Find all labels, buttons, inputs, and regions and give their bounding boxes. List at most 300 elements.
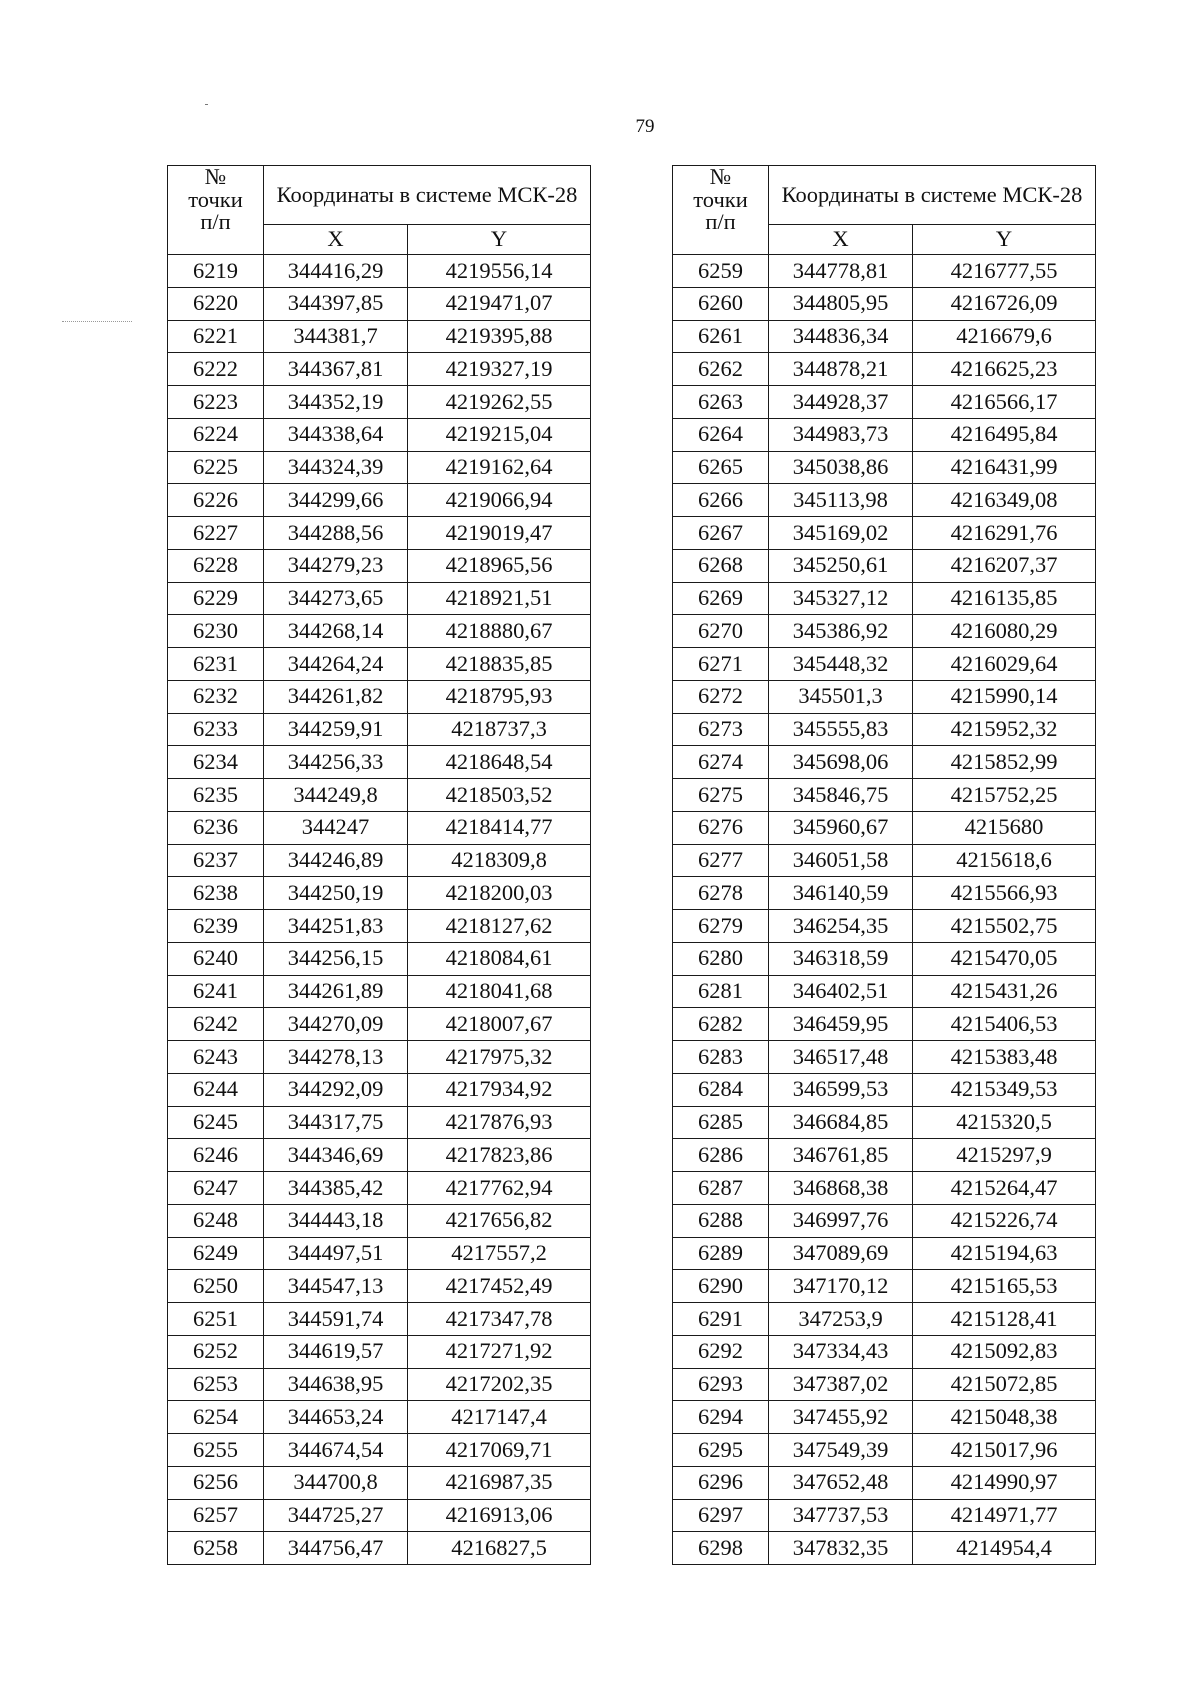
x-coordinate-cell: 345698,06 xyxy=(769,746,913,779)
point-number-cell: 6295 xyxy=(673,1434,769,1467)
x-coordinate-cell: 345250,61 xyxy=(769,549,913,582)
point-number-cell: 6253 xyxy=(168,1368,264,1401)
x-coordinate-cell: 344292,09 xyxy=(264,1073,408,1106)
table-row xyxy=(168,451,591,484)
y-coordinate-cell: 4215680 xyxy=(913,811,1096,844)
y-coordinate-cell: 4219395,88 xyxy=(408,320,591,353)
point-number-cell: 6273 xyxy=(673,713,769,746)
point-number-cell: 6288 xyxy=(673,1204,769,1237)
table-row xyxy=(168,1303,591,1336)
x-coordinate-cell: 346140,59 xyxy=(769,877,913,910)
table-row xyxy=(168,713,591,746)
point-number-cell: 6255 xyxy=(168,1434,264,1467)
point-number-cell: 6237 xyxy=(168,844,264,877)
point-number-header-line2: точки xyxy=(693,186,748,212)
y-coordinate-cell: 4216726,09 xyxy=(913,287,1096,320)
x-coordinate-cell: 347253,9 xyxy=(769,1303,913,1336)
y-coordinate-cell: 4215406,53 xyxy=(913,1008,1096,1041)
y-coordinate-cell: 4219471,07 xyxy=(408,287,591,320)
table-row xyxy=(673,484,1096,517)
point-number-cell: 6269 xyxy=(673,582,769,615)
x-coordinate-cell: 344591,74 xyxy=(264,1303,408,1336)
point-number-cell: 6259 xyxy=(673,255,769,288)
x-coordinate-cell: 344250,19 xyxy=(264,877,408,910)
y-coordinate-cell: 4218795,93 xyxy=(408,680,591,713)
table-row xyxy=(168,1532,591,1565)
y-coordinate-cell: 4218414,77 xyxy=(408,811,591,844)
x-coordinate-cell: 344878,21 xyxy=(769,353,913,386)
y-coordinate-cell: 4218880,67 xyxy=(408,615,591,648)
point-number-cell: 6268 xyxy=(673,549,769,582)
x-coordinate-cell: 344619,57 xyxy=(264,1335,408,1368)
table-row xyxy=(673,353,1096,386)
x-coordinate-cell: 346051,58 xyxy=(769,844,913,877)
x-coordinate-cell: 344247 xyxy=(264,811,408,844)
x-coordinate-cell: 344416,29 xyxy=(264,255,408,288)
table-row xyxy=(673,1172,1096,1205)
table-row xyxy=(673,451,1096,484)
x-coordinate-cell: 347549,39 xyxy=(769,1434,913,1467)
x-coordinate-cell: 344249,8 xyxy=(264,779,408,812)
table-row xyxy=(168,1401,591,1434)
y-coordinate-cell: 4217452,49 xyxy=(408,1270,591,1303)
x-coordinate-cell: 344261,82 xyxy=(264,680,408,713)
point-number-cell: 6248 xyxy=(168,1204,264,1237)
point-number-cell: 6232 xyxy=(168,680,264,713)
y-coordinate-cell: 4216431,99 xyxy=(913,451,1096,484)
x-coordinate-cell: 344700,8 xyxy=(264,1466,408,1499)
y-coordinate-cell: 4215752,25 xyxy=(913,779,1096,812)
x-coordinate-cell: 347455,92 xyxy=(769,1401,913,1434)
y-coordinate-cell: 4216566,17 xyxy=(913,386,1096,419)
y-coordinate-cell: 4216827,5 xyxy=(408,1532,591,1565)
table-row xyxy=(168,353,591,386)
point-number-cell: 6222 xyxy=(168,353,264,386)
table-row xyxy=(673,910,1096,943)
y-coordinate-cell: 4215349,53 xyxy=(913,1073,1096,1106)
table-row xyxy=(673,1106,1096,1139)
x-coordinate-cell: 344346,69 xyxy=(264,1139,408,1172)
y-coordinate-cell: 4216349,08 xyxy=(913,484,1096,517)
table-row xyxy=(168,648,591,681)
y-coordinate-cell: 4216777,55 xyxy=(913,255,1096,288)
y-coordinate-cell: 4215952,32 xyxy=(913,713,1096,746)
x-coordinate-cell: 344273,65 xyxy=(264,582,408,615)
point-number-cell: 6282 xyxy=(673,1008,769,1041)
table-row xyxy=(168,287,591,320)
x-coordinate-cell: 344397,85 xyxy=(264,287,408,320)
y-coordinate-cell: 4217934,92 xyxy=(408,1073,591,1106)
point-number-cell: 6271 xyxy=(673,648,769,681)
y-coordinate-cell: 4218127,62 xyxy=(408,910,591,943)
y-coordinate-cell: 4215017,96 xyxy=(913,1434,1096,1467)
point-number-cell: 6277 xyxy=(673,844,769,877)
point-number-cell: 6230 xyxy=(168,615,264,648)
y-coordinate-cell: 4215128,41 xyxy=(913,1303,1096,1336)
point-number-cell: 6274 xyxy=(673,746,769,779)
table-row xyxy=(168,1335,591,1368)
x-coordinate-cell: 344674,54 xyxy=(264,1434,408,1467)
x-coordinate-cell: 344638,95 xyxy=(264,1368,408,1401)
table-row xyxy=(673,1368,1096,1401)
scan-speck xyxy=(205,104,208,105)
y-coordinate-cell: 4215165,53 xyxy=(913,1270,1096,1303)
table-row xyxy=(168,975,591,1008)
y-coordinate-cell: 4215320,5 xyxy=(913,1106,1096,1139)
point-number-header-line2: точки xyxy=(188,186,243,212)
table-row xyxy=(673,746,1096,779)
table-row xyxy=(673,844,1096,877)
x-coordinate-cell: 345501,3 xyxy=(769,680,913,713)
y-coordinate-cell: 4219262,55 xyxy=(408,386,591,419)
table-row xyxy=(168,680,591,713)
x-coordinate-cell: 346868,38 xyxy=(769,1172,913,1205)
table-row xyxy=(673,713,1096,746)
y-coordinate-cell: 4219019,47 xyxy=(408,517,591,550)
point-number-cell: 6225 xyxy=(168,451,264,484)
x-coordinate-cell: 347089,69 xyxy=(769,1237,913,1270)
point-number-cell: 6231 xyxy=(168,648,264,681)
y-coordinate-cell: 4217823,86 xyxy=(408,1139,591,1172)
y-coordinate-cell: 4218084,61 xyxy=(408,942,591,975)
y-coordinate-cell: 4215264,47 xyxy=(913,1172,1096,1205)
x-coordinate-cell: 344256,33 xyxy=(264,746,408,779)
point-number-cell: 6238 xyxy=(168,877,264,910)
table-row xyxy=(168,1466,591,1499)
table-row xyxy=(168,1172,591,1205)
x-coordinate-cell: 346599,53 xyxy=(769,1073,913,1106)
x-coordinate-cell: 344778,81 xyxy=(769,255,913,288)
x-coordinate-cell: 346254,35 xyxy=(769,910,913,943)
point-number-cell: 6261 xyxy=(673,320,769,353)
table-row xyxy=(673,1434,1096,1467)
x-coordinate-cell: 344324,39 xyxy=(264,451,408,484)
x-coordinate-cell: 344805,95 xyxy=(769,287,913,320)
point-number-cell: 6281 xyxy=(673,975,769,1008)
point-number-cell: 6236 xyxy=(168,811,264,844)
table-row xyxy=(673,1466,1096,1499)
point-number-cell: 6242 xyxy=(168,1008,264,1041)
y-coordinate-cell: 4216625,23 xyxy=(913,353,1096,386)
y-coordinate-cell: 4217656,82 xyxy=(408,1204,591,1237)
table-row xyxy=(168,582,591,615)
y-coordinate-cell: 4216135,85 xyxy=(913,582,1096,615)
point-number-cell: 6234 xyxy=(168,746,264,779)
coordinates-table-left-body xyxy=(168,255,591,1565)
coordinates-header: Координаты в системе МСК-28 xyxy=(264,166,591,225)
table-row xyxy=(168,1139,591,1172)
table-row xyxy=(673,255,1096,288)
y-column-header: Y xyxy=(408,225,591,255)
point-number-cell: 6227 xyxy=(168,517,264,550)
x-coordinate-cell: 344264,24 xyxy=(264,648,408,681)
table-row xyxy=(168,418,591,451)
x-coordinate-cell: 344251,83 xyxy=(264,910,408,943)
point-number-cell: 6298 xyxy=(673,1532,769,1565)
point-number-cell: 6246 xyxy=(168,1139,264,1172)
x-coordinate-cell: 344653,24 xyxy=(264,1401,408,1434)
y-coordinate-cell: 4215092,83 xyxy=(913,1335,1096,1368)
y-coordinate-cell: 4216207,37 xyxy=(913,549,1096,582)
x-coordinate-cell: 345555,83 xyxy=(769,713,913,746)
x-coordinate-cell: 344756,47 xyxy=(264,1532,408,1565)
point-number-cell: 6279 xyxy=(673,910,769,943)
x-coordinate-cell: 345327,12 xyxy=(769,582,913,615)
point-number-cell: 6244 xyxy=(168,1073,264,1106)
x-coordinate-cell: 345169,02 xyxy=(769,517,913,550)
x-coordinate-cell: 344381,7 xyxy=(264,320,408,353)
x-coordinate-cell: 344983,73 xyxy=(769,418,913,451)
table-row xyxy=(673,680,1096,713)
page-number-text: 79 xyxy=(635,116,655,137)
x-coordinate-cell: 346459,95 xyxy=(769,1008,913,1041)
table-row xyxy=(168,1368,591,1401)
coordinates-header: Координаты в системе МСК-28 xyxy=(769,166,1096,225)
table-row xyxy=(673,648,1096,681)
point-number-cell: 6263 xyxy=(673,386,769,419)
table-row xyxy=(673,418,1096,451)
table-row xyxy=(673,811,1096,844)
x-coordinate-cell: 344497,51 xyxy=(264,1237,408,1270)
x-coordinate-cell: 346761,85 xyxy=(769,1139,913,1172)
table-row xyxy=(673,1401,1096,1434)
y-coordinate-cell: 4219066,94 xyxy=(408,484,591,517)
table-row xyxy=(673,517,1096,550)
y-coordinate-cell: 4218737,3 xyxy=(408,713,591,746)
y-coordinate-cell: 4218309,8 xyxy=(408,844,591,877)
x-coordinate-cell: 344338,64 xyxy=(264,418,408,451)
table-row xyxy=(673,615,1096,648)
y-coordinate-cell: 4216080,29 xyxy=(913,615,1096,648)
table-row xyxy=(673,1303,1096,1336)
table-row xyxy=(168,1106,591,1139)
y-coordinate-cell: 4217069,71 xyxy=(408,1434,591,1467)
y-coordinate-cell: 4215502,75 xyxy=(913,910,1096,943)
y-coordinate-cell: 4215194,63 xyxy=(913,1237,1096,1270)
y-coordinate-cell: 4219327,19 xyxy=(408,353,591,386)
table-row xyxy=(673,1237,1096,1270)
table-row xyxy=(168,1204,591,1237)
point-number-cell: 6285 xyxy=(673,1106,769,1139)
y-coordinate-cell: 4217202,35 xyxy=(408,1368,591,1401)
table-row xyxy=(673,287,1096,320)
table-row xyxy=(673,582,1096,615)
table-row xyxy=(168,877,591,910)
point-number-cell: 6254 xyxy=(168,1401,264,1434)
table-row xyxy=(673,1073,1096,1106)
x-coordinate-cell: 347334,43 xyxy=(769,1335,913,1368)
point-number-cell: 6233 xyxy=(168,713,264,746)
y-column-header: Y xyxy=(913,225,1096,255)
x-coordinate-cell: 344547,13 xyxy=(264,1270,408,1303)
point-number-header-line1: № xyxy=(204,164,227,189)
y-coordinate-cell: 4216679,6 xyxy=(913,320,1096,353)
table-row xyxy=(673,1139,1096,1172)
x-coordinate-cell: 344261,89 xyxy=(264,975,408,1008)
point-number-cell: 6221 xyxy=(168,320,264,353)
table-row xyxy=(168,779,591,812)
x-coordinate-cell: 344725,27 xyxy=(264,1499,408,1532)
y-coordinate-cell: 4217557,2 xyxy=(408,1237,591,1270)
x-coordinate-cell: 344299,66 xyxy=(264,484,408,517)
x-coordinate-cell: 345386,92 xyxy=(769,615,913,648)
margin-scan-dots xyxy=(62,321,132,323)
x-coordinate-cell: 344246,89 xyxy=(264,844,408,877)
coordinates-table-right-body xyxy=(673,255,1096,1565)
point-number-cell: 6297 xyxy=(673,1499,769,1532)
point-number-cell: 6267 xyxy=(673,517,769,550)
table-row xyxy=(673,779,1096,812)
point-number-header-line3: п/п xyxy=(705,209,736,234)
point-number-cell: 6290 xyxy=(673,1270,769,1303)
point-number-cell: 6247 xyxy=(168,1172,264,1205)
table-row xyxy=(673,1532,1096,1565)
point-number-cell: 6239 xyxy=(168,910,264,943)
y-coordinate-cell: 4218200,03 xyxy=(408,877,591,910)
y-coordinate-cell: 4215383,48 xyxy=(913,1041,1096,1074)
point-number-cell: 6265 xyxy=(673,451,769,484)
y-coordinate-cell: 4218921,51 xyxy=(408,582,591,615)
y-coordinate-cell: 4216291,76 xyxy=(913,517,1096,550)
table-row xyxy=(673,549,1096,582)
y-coordinate-cell: 4215297,9 xyxy=(913,1139,1096,1172)
y-coordinate-cell: 4217271,92 xyxy=(408,1335,591,1368)
table-row xyxy=(673,877,1096,910)
table-row xyxy=(673,320,1096,353)
point-number-header xyxy=(673,166,769,255)
point-number-cell: 6276 xyxy=(673,811,769,844)
y-coordinate-cell: 4215048,38 xyxy=(913,1401,1096,1434)
table-row xyxy=(168,549,591,582)
point-number-cell: 6270 xyxy=(673,615,769,648)
point-number-cell: 6289 xyxy=(673,1237,769,1270)
x-column-header: X xyxy=(769,225,913,255)
x-coordinate-cell: 344278,13 xyxy=(264,1041,408,1074)
y-coordinate-cell: 4215990,14 xyxy=(913,680,1096,713)
y-coordinate-cell: 4215470,05 xyxy=(913,942,1096,975)
table-row xyxy=(168,1008,591,1041)
point-number-cell: 6262 xyxy=(673,353,769,386)
table-row xyxy=(673,1270,1096,1303)
point-number-cell: 6287 xyxy=(673,1172,769,1205)
y-coordinate-cell: 4215226,74 xyxy=(913,1204,1096,1237)
point-number-cell: 6291 xyxy=(673,1303,769,1336)
y-coordinate-cell: 4217876,93 xyxy=(408,1106,591,1139)
point-number-cell: 6258 xyxy=(168,1532,264,1565)
table-row xyxy=(168,844,591,877)
point-number-cell: 6275 xyxy=(673,779,769,812)
x-coordinate-cell: 345846,75 xyxy=(769,779,913,812)
page-number xyxy=(45,116,1200,138)
y-coordinate-cell: 4219556,14 xyxy=(408,255,591,288)
y-coordinate-cell: 4215072,85 xyxy=(913,1368,1096,1401)
y-coordinate-cell: 4218835,85 xyxy=(408,648,591,681)
table-row xyxy=(673,386,1096,419)
y-coordinate-cell: 4216987,35 xyxy=(408,1466,591,1499)
point-number-header-line3: п/п xyxy=(200,209,231,234)
x-coordinate-cell: 346684,85 xyxy=(769,1106,913,1139)
table-row xyxy=(168,1499,591,1532)
y-coordinate-cell: 4218041,68 xyxy=(408,975,591,1008)
x-coordinate-cell: 344288,56 xyxy=(264,517,408,550)
coordinates-table-right xyxy=(672,165,1096,1565)
x-coordinate-cell: 344352,19 xyxy=(264,386,408,419)
point-number-cell: 6293 xyxy=(673,1368,769,1401)
x-coordinate-cell: 344256,15 xyxy=(264,942,408,975)
point-number-cell: 6284 xyxy=(673,1073,769,1106)
table-row xyxy=(168,910,591,943)
point-number-header-line1: № xyxy=(709,164,732,189)
point-number-header xyxy=(168,166,264,255)
y-coordinate-cell: 4216495,84 xyxy=(913,418,1096,451)
table-row xyxy=(168,811,591,844)
x-coordinate-cell: 344268,14 xyxy=(264,615,408,648)
y-coordinate-cell: 4217975,32 xyxy=(408,1041,591,1074)
x-coordinate-cell: 344367,81 xyxy=(264,353,408,386)
point-number-cell: 6256 xyxy=(168,1466,264,1499)
point-number-cell: 6280 xyxy=(673,942,769,975)
x-coordinate-cell: 347387,02 xyxy=(769,1368,913,1401)
point-number-cell: 6286 xyxy=(673,1139,769,1172)
x-column-header: X xyxy=(264,225,408,255)
point-number-cell: 6272 xyxy=(673,680,769,713)
y-coordinate-cell: 4219162,64 xyxy=(408,451,591,484)
table-row xyxy=(168,1041,591,1074)
y-coordinate-cell: 4218503,52 xyxy=(408,779,591,812)
x-coordinate-cell: 347170,12 xyxy=(769,1270,913,1303)
y-coordinate-cell: 4215852,99 xyxy=(913,746,1096,779)
x-coordinate-cell: 344259,91 xyxy=(264,713,408,746)
x-coordinate-cell: 344270,09 xyxy=(264,1008,408,1041)
point-number-cell: 6251 xyxy=(168,1303,264,1336)
table-row xyxy=(673,1041,1096,1074)
table-row xyxy=(673,975,1096,1008)
table-row xyxy=(168,320,591,353)
table-row xyxy=(673,1008,1096,1041)
point-number-cell: 6296 xyxy=(673,1466,769,1499)
point-number-cell: 6220 xyxy=(168,287,264,320)
y-coordinate-cell: 4214971,77 xyxy=(913,1499,1096,1532)
point-number-cell: 6223 xyxy=(168,386,264,419)
point-number-cell: 6240 xyxy=(168,942,264,975)
point-number-cell: 6224 xyxy=(168,418,264,451)
table-row xyxy=(673,1204,1096,1237)
table-row xyxy=(168,255,591,288)
point-number-cell: 6283 xyxy=(673,1041,769,1074)
table-row xyxy=(168,484,591,517)
y-coordinate-cell: 4216913,06 xyxy=(408,1499,591,1532)
y-coordinate-cell: 4216029,64 xyxy=(913,648,1096,681)
point-number-cell: 6266 xyxy=(673,484,769,517)
x-coordinate-cell: 345960,67 xyxy=(769,811,913,844)
x-coordinate-cell: 344385,42 xyxy=(264,1172,408,1205)
point-number-cell: 6241 xyxy=(168,975,264,1008)
x-coordinate-cell: 346517,48 xyxy=(769,1041,913,1074)
x-coordinate-cell: 347737,53 xyxy=(769,1499,913,1532)
x-coordinate-cell: 347832,35 xyxy=(769,1532,913,1565)
point-number-cell: 6292 xyxy=(673,1335,769,1368)
point-number-cell: 6245 xyxy=(168,1106,264,1139)
x-coordinate-cell: 344279,23 xyxy=(264,549,408,582)
y-coordinate-cell: 4217762,94 xyxy=(408,1172,591,1205)
x-coordinate-cell: 345038,86 xyxy=(769,451,913,484)
x-coordinate-cell: 346318,59 xyxy=(769,942,913,975)
point-number-cell: 6257 xyxy=(168,1499,264,1532)
x-coordinate-cell: 344928,37 xyxy=(769,386,913,419)
point-number-cell: 6250 xyxy=(168,1270,264,1303)
point-number-cell: 6219 xyxy=(168,255,264,288)
point-number-cell: 6294 xyxy=(673,1401,769,1434)
